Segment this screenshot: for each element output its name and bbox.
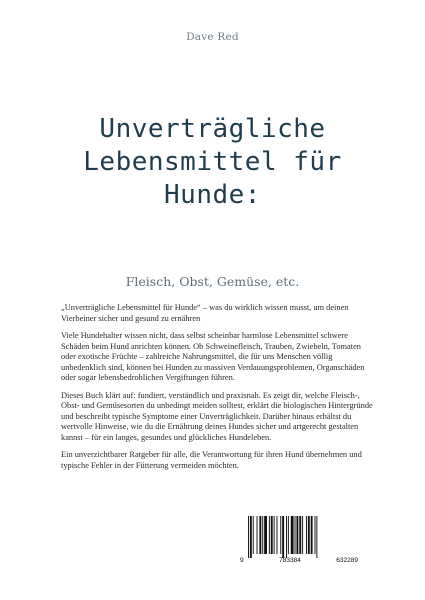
barcode-bar — [308, 516, 310, 554]
barcode-bar — [286, 516, 287, 558]
barcode-bar — [271, 516, 273, 554]
barcode-bar — [315, 516, 316, 554]
barcode-bar — [288, 516, 289, 554]
book-subtitle: Fleisch, Obst, Gemüse, etc. — [125, 274, 300, 289]
barcode-bar — [277, 516, 278, 554]
blurb-paragraph-problem: Viele Hundehalter wissen nicht, dass selbst scheinbar harmlose Lebensmittel schwere Schäden beim Hund anrichten können. Ob Schweinefleisch, Trauben, Zwiebeln, Tomaten oder exotische Früchte – zahlreiche Nahrungsmittel, die für uns Menschen völlig unbedenklich sind, können bei Hunden zu massiven Verdauungsproblemen, Organschäden oder sogar lebensbedrohlichen Vergiftungen führen. — [61, 331, 365, 382]
book-title-line-3: Hunde: — [164, 180, 261, 210]
barcode-bar — [316, 516, 317, 558]
book-title-line-2: Lebensmittel für — [83, 147, 342, 177]
barcode-group-1: 783384 — [279, 557, 301, 564]
barcode-bar — [264, 516, 267, 554]
barcode-bar — [253, 516, 254, 554]
barcode-bar — [274, 516, 275, 554]
barcode-bar — [282, 516, 284, 558]
barcode-bar — [259, 516, 261, 554]
barcode-bar — [280, 516, 281, 554]
barcode-digit-first: 9 — [240, 557, 244, 564]
blurb-paragraph-closing: Ein unverzichtbarer Ratgeber für alle, die Verantwortung für ihren Hund übernehmen und typische Fehler in der Fütterung vermeiden möchten. — [61, 450, 362, 470]
blurb-text — [61, 303, 376, 478]
barcode-bar — [250, 516, 252, 558]
barcode-bar — [299, 516, 301, 554]
barcode-bar — [296, 516, 298, 554]
barcode-bars — [240, 516, 358, 558]
barcode-group-2: 632289 — [336, 557, 358, 564]
book-title-line-1: Unverträgliche — [99, 114, 326, 144]
author-name: Dave Red — [186, 31, 239, 43]
barcode-bar — [311, 516, 313, 554]
barcode-bar — [306, 516, 307, 554]
barcode-bar — [248, 516, 249, 558]
isbn-barcode — [240, 516, 358, 570]
barcode-bar — [302, 516, 303, 554]
blurb-paragraph-content: Dieses Buch klärt auf: fundiert, verständlich und praxisnah. Es zeigt dir, welche Fleisch-, Obst- und Gemüsesorten du unbedingt meiden solltest, erklärt die biologischen Hintergründe und beschreibt typische Symptome einer Unverträglichkeit. Darüber hinaus erhältst du wertvolle Hinweise, wie du die Ernährung deines Hundes sicher und artgerecht gestalten kannst – für ein langes, gesundes und glückliches Hundeleben. — [61, 390, 373, 442]
barcode-bar — [269, 516, 270, 554]
blurb-paragraph-intro: „Unverträgliche Lebensmittel für Hunde“ – was du wirklich wissen musst, um deinen Vierbeiner sicher und gesund zu ernähren — [61, 303, 349, 323]
barcode-digits — [240, 557, 358, 564]
barcode-bar — [262, 516, 263, 554]
book-title — [20, 113, 405, 212]
barcode-bar — [291, 516, 294, 554]
barcode-bar — [295, 516, 296, 554]
barcode-bar — [257, 516, 258, 554]
